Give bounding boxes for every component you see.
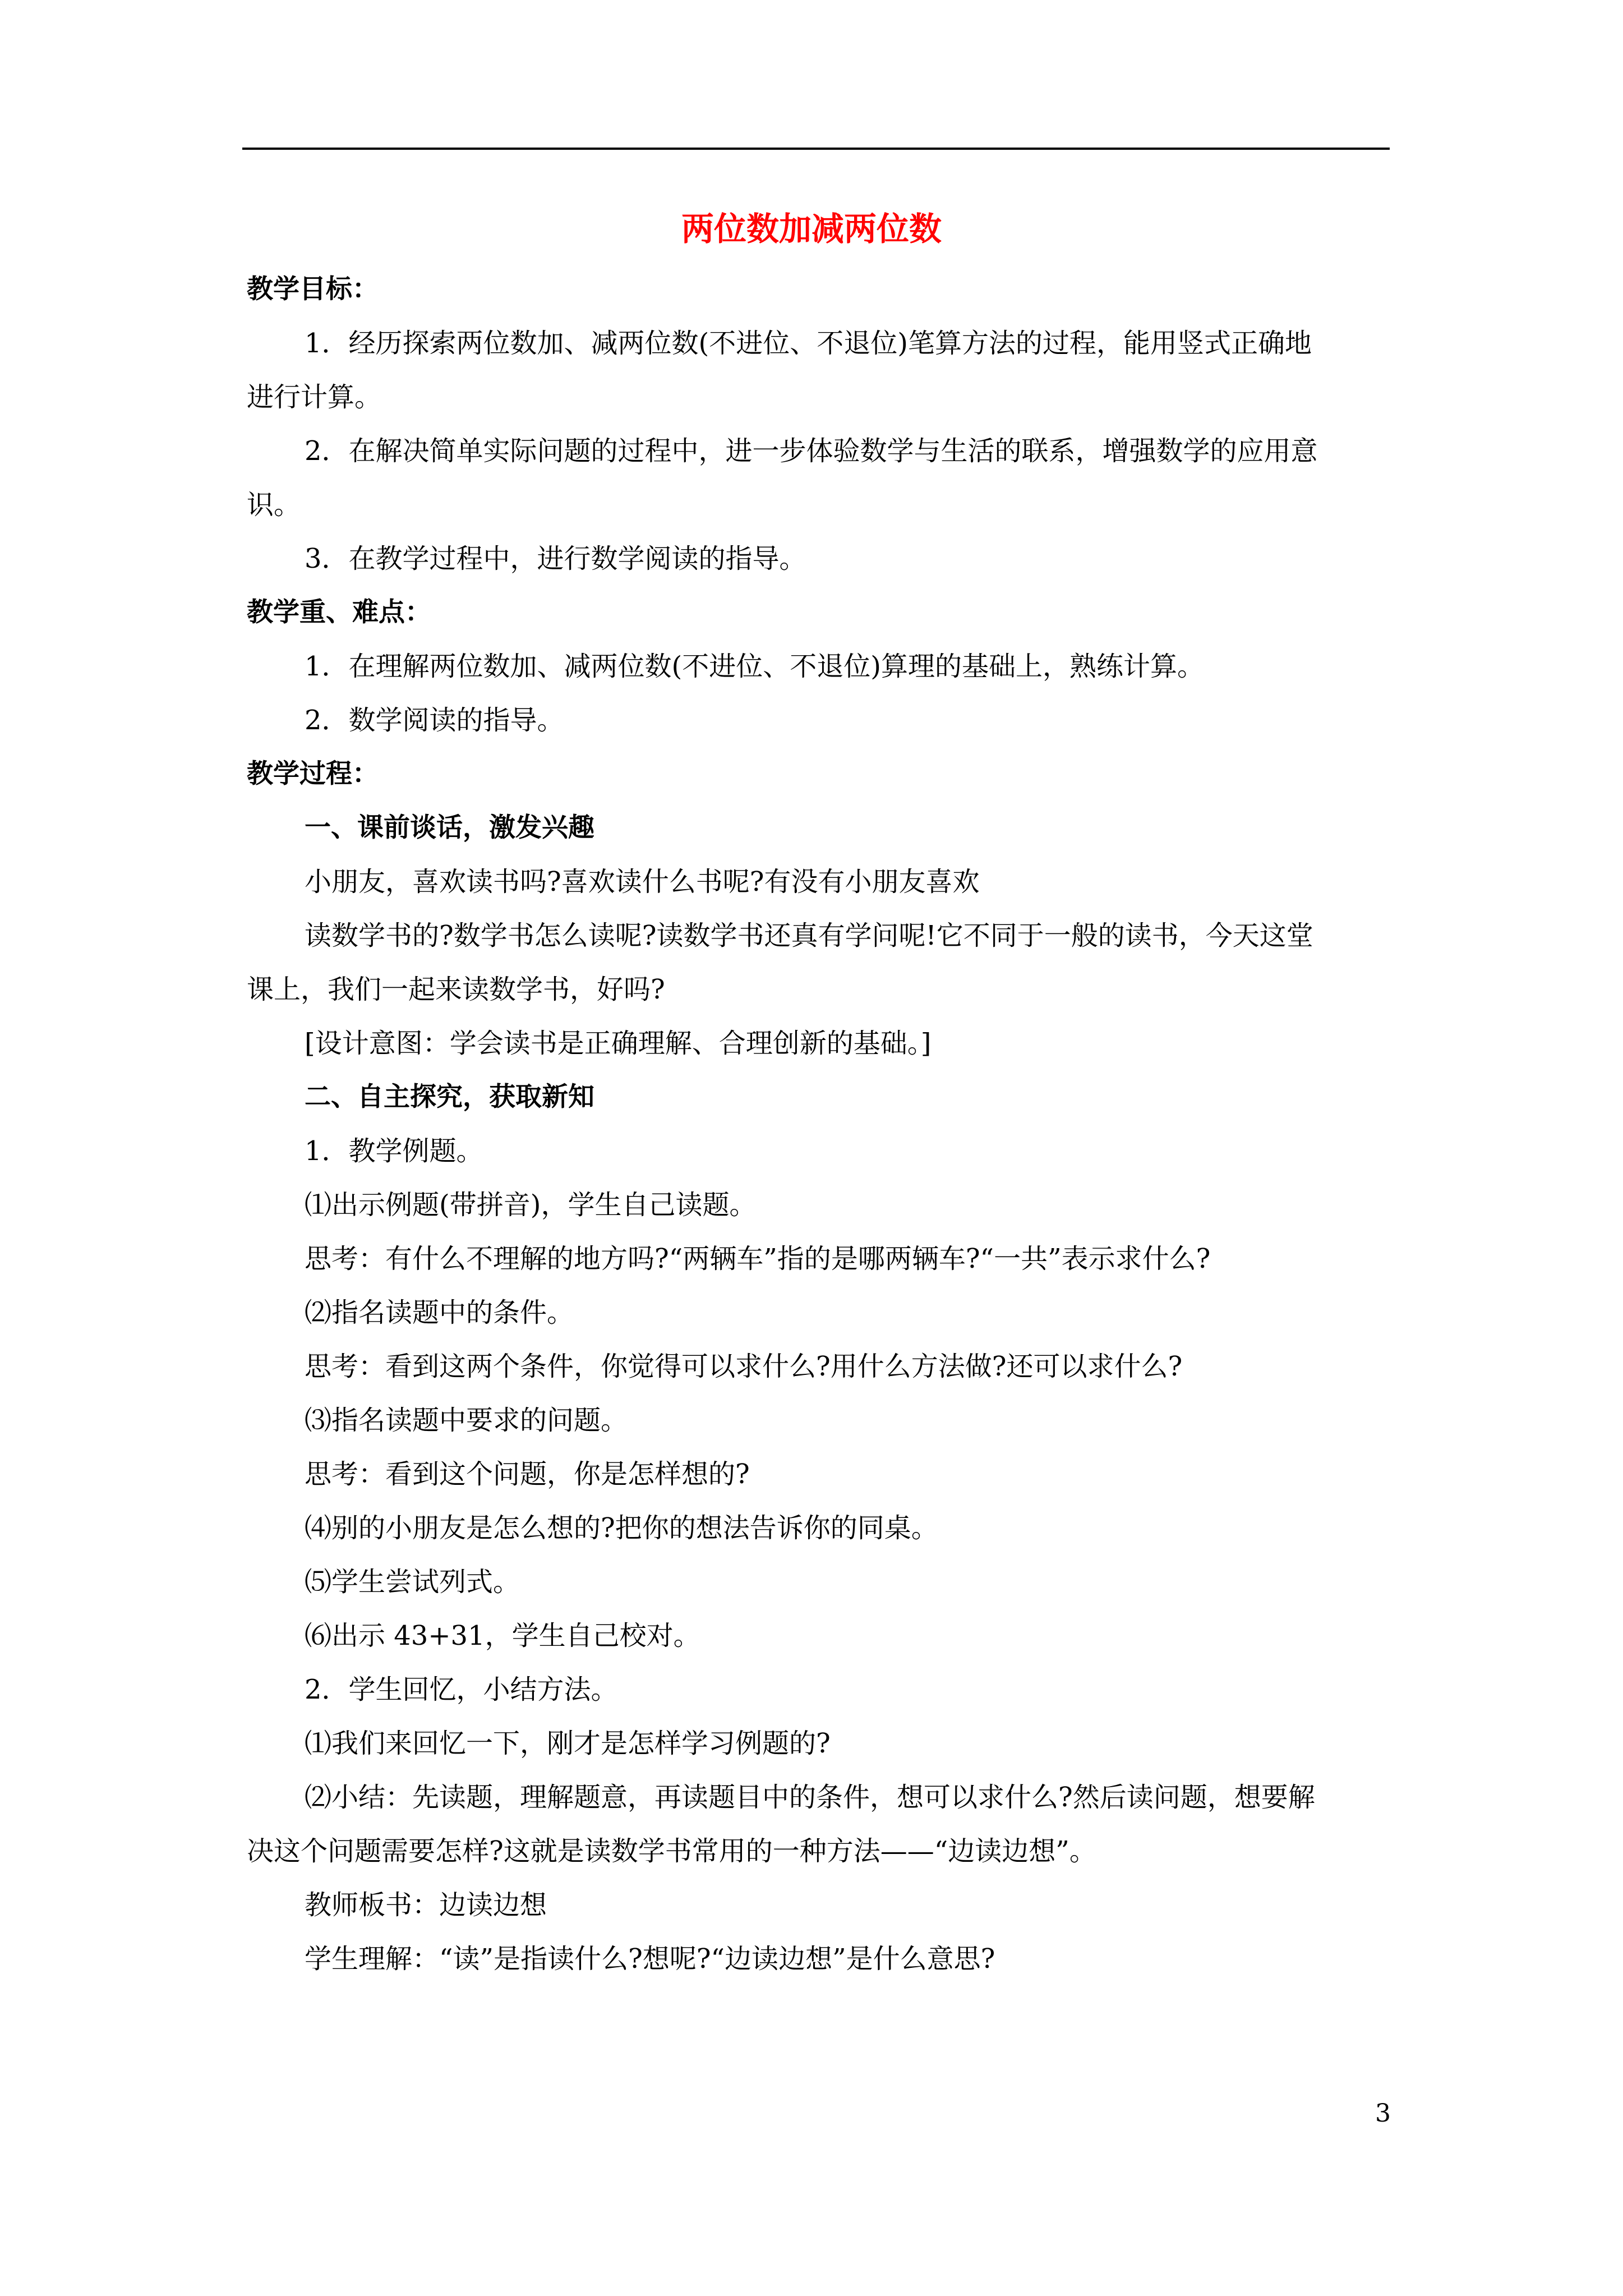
paragraph-line: 3．在教学过程中，进行数学阅读的指导。: [305, 543, 806, 574]
paragraph-line: 教师板书：边读边想: [305, 1889, 547, 1921]
section-heading: 教学过程：: [247, 758, 379, 789]
paragraph-line: 2．在解决简单实际问题的过程中，进一步体验数学与生活的联系，增强数学的应用意: [305, 435, 1318, 467]
section-heading: 教学目标：: [247, 274, 379, 305]
paragraph-line: 1．经历探索两位数加、减两位数(不进位、不退位)笔算方法的过程，能用竖式正确地: [305, 328, 1312, 359]
paragraph-line: ⑶指名读题中要求的问题。: [305, 1405, 628, 1436]
paragraph-line: 思考：看到这两个条件，你觉得可以求什么?用什么方法做?还可以求什么?: [305, 1351, 1183, 1382]
paragraph-line: ⑷别的小朋友是怎么想的?把你的想法告诉你的同桌。: [305, 1512, 938, 1544]
paragraph-line: 读数学书的?数学书怎么读呢?读数学书还真有学问呢!它不同于一般的读书，今天这堂: [305, 920, 1313, 951]
paragraph-line: 2．学生回忆，小结方法。: [305, 1674, 618, 1705]
sub-heading: 一、课前谈话，激发兴趣: [305, 812, 594, 843]
paragraph-line: ⑹出示 43+31，学生自己校对。: [305, 1620, 700, 1651]
paragraph-line: 小朋友，喜欢读书吗?喜欢读什么书呢?有没有小朋友喜欢: [305, 866, 980, 898]
paragraph-line: [设计意图：学会读书是正确理解、合理创新的基础。]: [305, 1028, 932, 1059]
page-number: 3: [1375, 2099, 1391, 2128]
paragraph-line: ⑵指名读题中的条件。: [305, 1297, 574, 1328]
paragraph-line: 思考：看到这个问题，你是怎样想的?: [305, 1458, 750, 1490]
paragraph-continuation: 课上，我们一起来读数学书，好吗?: [247, 974, 665, 1005]
paragraph-line: 1．在理解两位数加、减两位数(不进位、不退位)算理的基础上，熟练计算。: [305, 651, 1204, 682]
section-heading: 教学重、难点：: [247, 597, 431, 628]
document-title: 两位数加减两位数: [681, 210, 942, 248]
paragraph-continuation: 进行计算。: [247, 381, 382, 413]
header-rule: [242, 148, 1390, 150]
paragraph-line: ⑸学生尝试列式。: [305, 1566, 520, 1598]
paragraph-line: ⑴我们来回忆一下，刚才是怎样学习例题的?: [305, 1728, 831, 1759]
paragraph-line: 1．教学例题。: [305, 1135, 483, 1167]
sub-heading: 二、自主探究，获取新知: [305, 1082, 594, 1112]
paragraph-line: 思考：有什么不理解的地方吗?“两辆车”指的是哪两辆车?“一共”表示求什么?: [305, 1243, 1211, 1274]
paragraph-line: 学生理解：“读”是指读什么?想呢?“边读边想”是什么意思?: [305, 1943, 995, 1975]
document-body: [247, 263, 1390, 1986]
paragraph-line: ⑴出示例题(带拼音)，学生自己读题。: [305, 1189, 757, 1221]
paragraph-line: 2．数学阅读的指导。: [305, 705, 564, 736]
paragraph-continuation: 识。: [247, 489, 301, 521]
paragraph-continuation: 决这个问题需要怎样?这就是读数学书常用的一种方法——“边读边想”。: [247, 1835, 1096, 1867]
paragraph-line: ⑵小结：先读题，理解题意，再读题目中的条件，想可以求什么?然后读问题，想要解: [305, 1782, 1315, 1813]
